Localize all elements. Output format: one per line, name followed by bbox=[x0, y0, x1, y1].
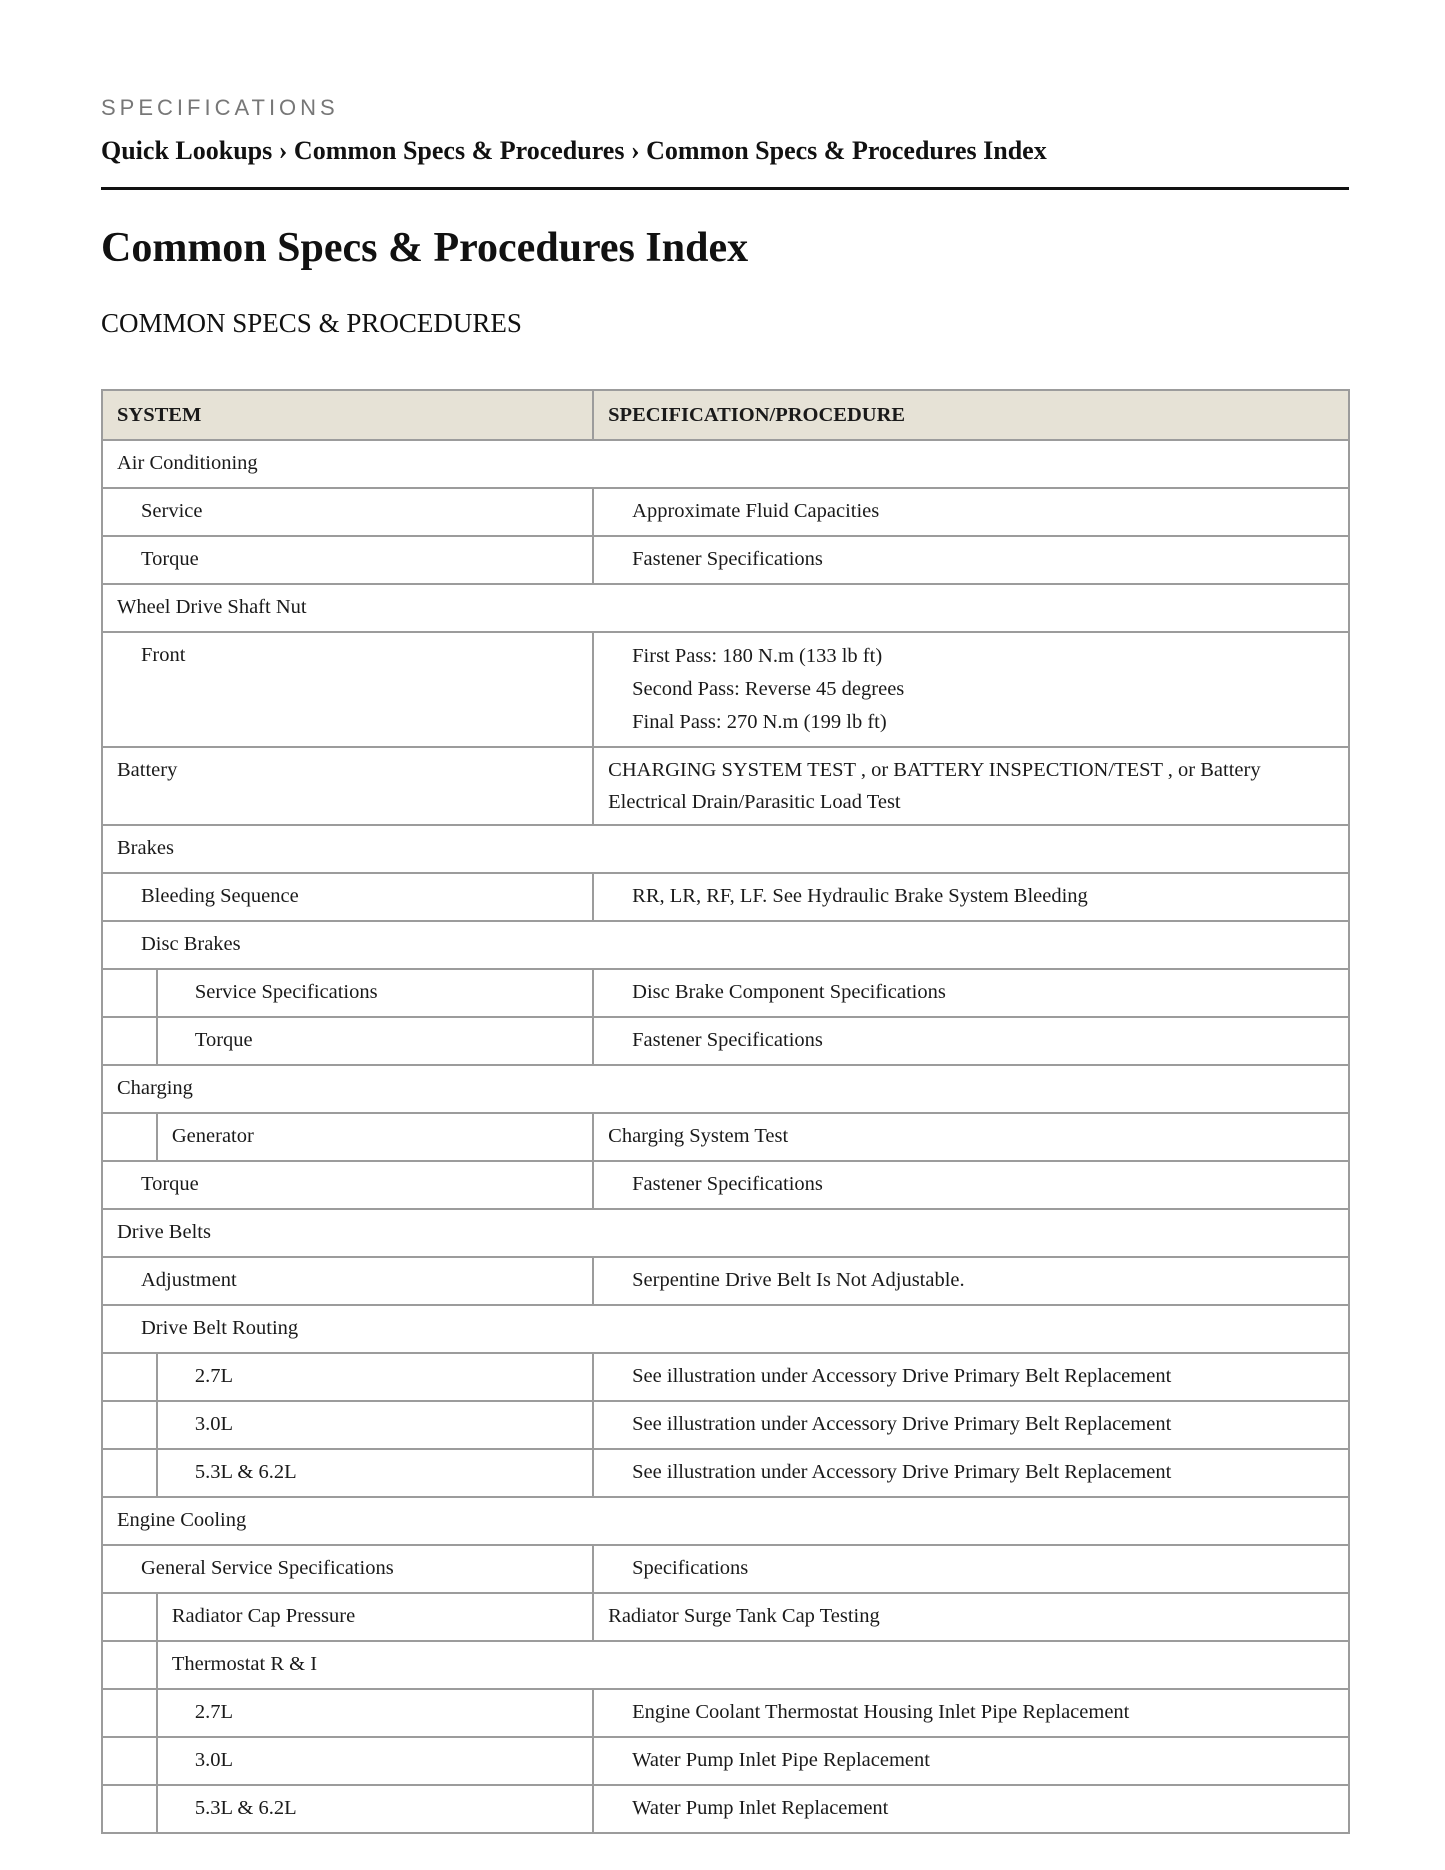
spec-link[interactable]: CHARGING SYSTEM TEST , or BATTERY INSPECTION/TEST , or Battery Electrical Drain/Parasitic Load Test bbox=[608, 759, 1261, 813]
spec-link[interactable]: Serpentine Drive Belt Is Not Adjustable. bbox=[632, 1269, 965, 1291]
breadcrumb-item-quick-lookups[interactable]: Quick Lookups bbox=[101, 136, 273, 165]
specs-table bbox=[101, 389, 1350, 1834]
breadcrumb bbox=[101, 136, 1047, 166]
system-cell bbox=[157, 1785, 593, 1833]
spec-cell bbox=[593, 1113, 1349, 1161]
table-row bbox=[102, 1065, 1349, 1113]
system-label: 2.7L bbox=[194, 1365, 234, 1387]
table-row bbox=[102, 1641, 1349, 1689]
system-label: Adjustment bbox=[141, 1269, 237, 1291]
indent-cell bbox=[102, 1449, 157, 1497]
spec-cell bbox=[593, 536, 1349, 584]
column-header-system: SYSTEM bbox=[102, 390, 593, 440]
system-cell bbox=[157, 1401, 593, 1449]
spec-cell bbox=[593, 1353, 1349, 1401]
system-label: Bleeding Sequence bbox=[141, 885, 299, 907]
group-label-air-conditioning: Air Conditioning bbox=[117, 452, 258, 474]
breadcrumb-item-common-specs[interactable]: Common Specs & Procedures bbox=[293, 136, 625, 165]
spec-link[interactable]: Disc Brake Component Specifications bbox=[632, 981, 946, 1003]
group-label-brakes: Brakes bbox=[117, 837, 174, 859]
system-label: Service Specifications bbox=[194, 981, 378, 1003]
system-label: Radiator Cap Pressure bbox=[171, 1605, 356, 1627]
spec-cell bbox=[593, 1017, 1349, 1065]
table-row bbox=[102, 1305, 1349, 1353]
indent-cell bbox=[102, 1785, 157, 1833]
system-cell bbox=[102, 1545, 593, 1593]
spec-cell bbox=[593, 1257, 1349, 1305]
table-row bbox=[102, 1497, 1349, 1545]
system-cell bbox=[102, 873, 593, 921]
system-cell bbox=[157, 1113, 593, 1161]
group-cell bbox=[102, 1209, 1349, 1257]
system-cell bbox=[157, 1737, 593, 1785]
breadcrumb-item-current: Common Specs & Procedures Index bbox=[646, 136, 1047, 165]
spec-cell bbox=[593, 1737, 1349, 1785]
table-row bbox=[102, 1449, 1349, 1497]
breadcrumb-separator: › bbox=[630, 136, 640, 165]
table-row bbox=[102, 440, 1349, 488]
table-row bbox=[102, 1545, 1349, 1593]
system-label: 5.3L & 6.2L bbox=[194, 1797, 297, 1819]
indent-cell bbox=[102, 1737, 157, 1785]
spec-cell bbox=[593, 1449, 1349, 1497]
indent-cell bbox=[102, 1689, 157, 1737]
spec-cell bbox=[593, 1401, 1349, 1449]
subgroup-label: Disc Brakes bbox=[141, 933, 241, 955]
table-row bbox=[102, 632, 1349, 747]
system-label: Generator bbox=[171, 1125, 254, 1147]
system-cell bbox=[157, 1593, 593, 1641]
spec-link[interactable]: Water Pump Inlet Pipe Replacement bbox=[632, 1749, 930, 1771]
spec-link[interactable]: Fastener Specifications bbox=[632, 1029, 823, 1051]
spec-link[interactable]: RR, LR, RF, LF. See Hydraulic Brake System Bleeding bbox=[632, 885, 1088, 907]
system-cell bbox=[157, 1353, 593, 1401]
system-label: Torque bbox=[141, 548, 199, 570]
system-label: Service bbox=[141, 500, 203, 522]
system-cell bbox=[157, 1449, 593, 1497]
spec-link[interactable]: Fastener Specifications bbox=[632, 1173, 823, 1195]
page-title: Common Specs & Procedures Index bbox=[101, 225, 749, 271]
system-label: 3.0L bbox=[194, 1413, 234, 1435]
indent-cell bbox=[102, 1401, 157, 1449]
subgroup-label: Drive Belt Routing bbox=[141, 1317, 299, 1339]
spec-line: Final Pass: 270 N.m (199 lb ft) bbox=[632, 711, 887, 733]
column-header-spec: SPECIFICATION/PROCEDURE bbox=[593, 390, 1349, 440]
spec-line: First Pass: 180 N.m (133 lb ft) bbox=[632, 645, 883, 667]
spec-multiline bbox=[594, 633, 1348, 746]
table-row bbox=[102, 1257, 1349, 1305]
indent-cell bbox=[102, 1593, 157, 1641]
spec-link[interactable]: Radiator Surge Tank Cap Testing bbox=[608, 1605, 880, 1627]
spec-link[interactable]: Fastener Specifications bbox=[632, 548, 823, 570]
breadcrumb-separator: › bbox=[278, 136, 288, 165]
spec-cell bbox=[593, 873, 1349, 921]
system-label: 5.3L & 6.2L bbox=[194, 1461, 297, 1483]
system-label: Battery bbox=[117, 759, 178, 781]
spec-link[interactable]: Charging System Test bbox=[608, 1125, 789, 1147]
system-cell bbox=[102, 1161, 593, 1209]
header-divider bbox=[101, 187, 1349, 190]
group-cell bbox=[102, 1497, 1349, 1545]
spec-link[interactable]: Specifications bbox=[632, 1557, 749, 1579]
subgroup-label: Thermostat R & I bbox=[171, 1653, 318, 1675]
system-cell bbox=[102, 536, 593, 584]
indent-cell bbox=[102, 969, 157, 1017]
subgroup-cell bbox=[157, 1641, 1349, 1689]
spec-link[interactable]: Water Pump Inlet Replacement bbox=[632, 1797, 889, 1819]
table-row bbox=[102, 921, 1349, 969]
table-row bbox=[102, 1209, 1349, 1257]
system-label: 3.0L bbox=[194, 1749, 234, 1771]
system-cell bbox=[102, 632, 593, 747]
group-label-wheel-drive-shaft-nut: Wheel Drive Shaft Nut bbox=[117, 596, 307, 618]
group-cell bbox=[102, 825, 1349, 873]
system-cell bbox=[157, 1689, 593, 1737]
table-row bbox=[102, 1689, 1349, 1737]
group-label-drive-belts: Drive Belts bbox=[117, 1221, 211, 1243]
system-label: Torque bbox=[141, 1173, 199, 1195]
table-row bbox=[102, 1017, 1349, 1065]
subgroup-cell bbox=[102, 921, 1349, 969]
system-cell bbox=[102, 1257, 593, 1305]
group-cell bbox=[102, 584, 1349, 632]
spec-link[interactable]: Approximate Fluid Capacities bbox=[632, 500, 880, 522]
system-cell bbox=[157, 969, 593, 1017]
table-row bbox=[102, 584, 1349, 632]
system-cell bbox=[102, 488, 593, 536]
group-label-engine-cooling: Engine Cooling bbox=[117, 1509, 247, 1531]
table-row bbox=[102, 1593, 1349, 1641]
group-label-charging: Charging bbox=[117, 1077, 193, 1099]
spec-link[interactable]: Engine Coolant Thermostat Housing Inlet Pipe Replacement bbox=[632, 1701, 1130, 1723]
table-row bbox=[102, 969, 1349, 1017]
spec-link[interactable]: See illustration under Accessory Drive Primary Belt Replacement bbox=[632, 1365, 1172, 1387]
indent-cell bbox=[102, 1017, 157, 1065]
page-subtitle: COMMON SPECS & PROCEDURES bbox=[101, 308, 522, 338]
indent-cell bbox=[102, 1353, 157, 1401]
section-label: SPECIFICATIONS bbox=[101, 95, 339, 120]
indent-cell bbox=[102, 1641, 157, 1689]
table-row bbox=[102, 747, 1349, 825]
system-label: Front bbox=[141, 644, 186, 666]
system-label: General Service Specifications bbox=[141, 1557, 394, 1579]
table-row bbox=[102, 1353, 1349, 1401]
table-row bbox=[102, 1737, 1349, 1785]
spec-cell bbox=[593, 969, 1349, 1017]
group-cell bbox=[102, 1065, 1349, 1113]
table-row bbox=[102, 1785, 1349, 1833]
spec-cell bbox=[593, 1545, 1349, 1593]
system-label: Torque bbox=[194, 1029, 253, 1051]
spec-cell bbox=[593, 1689, 1349, 1737]
system-label: 2.7L bbox=[194, 1701, 234, 1723]
spec-cell bbox=[593, 1593, 1349, 1641]
indent-cell bbox=[102, 1113, 157, 1161]
table-row bbox=[102, 1401, 1349, 1449]
table-row bbox=[102, 536, 1349, 584]
spec-cell bbox=[593, 1785, 1349, 1833]
table-row bbox=[102, 1113, 1349, 1161]
spec-cell bbox=[593, 632, 1349, 747]
spec-link[interactable]: See illustration under Accessory Drive Primary Belt Replacement bbox=[632, 1413, 1172, 1435]
spec-cell bbox=[593, 1161, 1349, 1209]
spec-cell bbox=[593, 747, 1349, 825]
group-cell bbox=[102, 440, 1349, 488]
table-row bbox=[102, 873, 1349, 921]
table-row bbox=[102, 488, 1349, 536]
system-cell bbox=[102, 747, 593, 825]
table-row bbox=[102, 825, 1349, 873]
table-row bbox=[102, 1161, 1349, 1209]
subgroup-cell bbox=[102, 1305, 1349, 1353]
spec-line: Second Pass: Reverse 45 degrees bbox=[632, 678, 905, 700]
system-cell bbox=[157, 1017, 593, 1065]
table-header-row bbox=[102, 390, 1349, 440]
spec-cell bbox=[593, 488, 1349, 536]
spec-link[interactable]: See illustration under Accessory Drive Primary Belt Replacement bbox=[632, 1461, 1172, 1483]
